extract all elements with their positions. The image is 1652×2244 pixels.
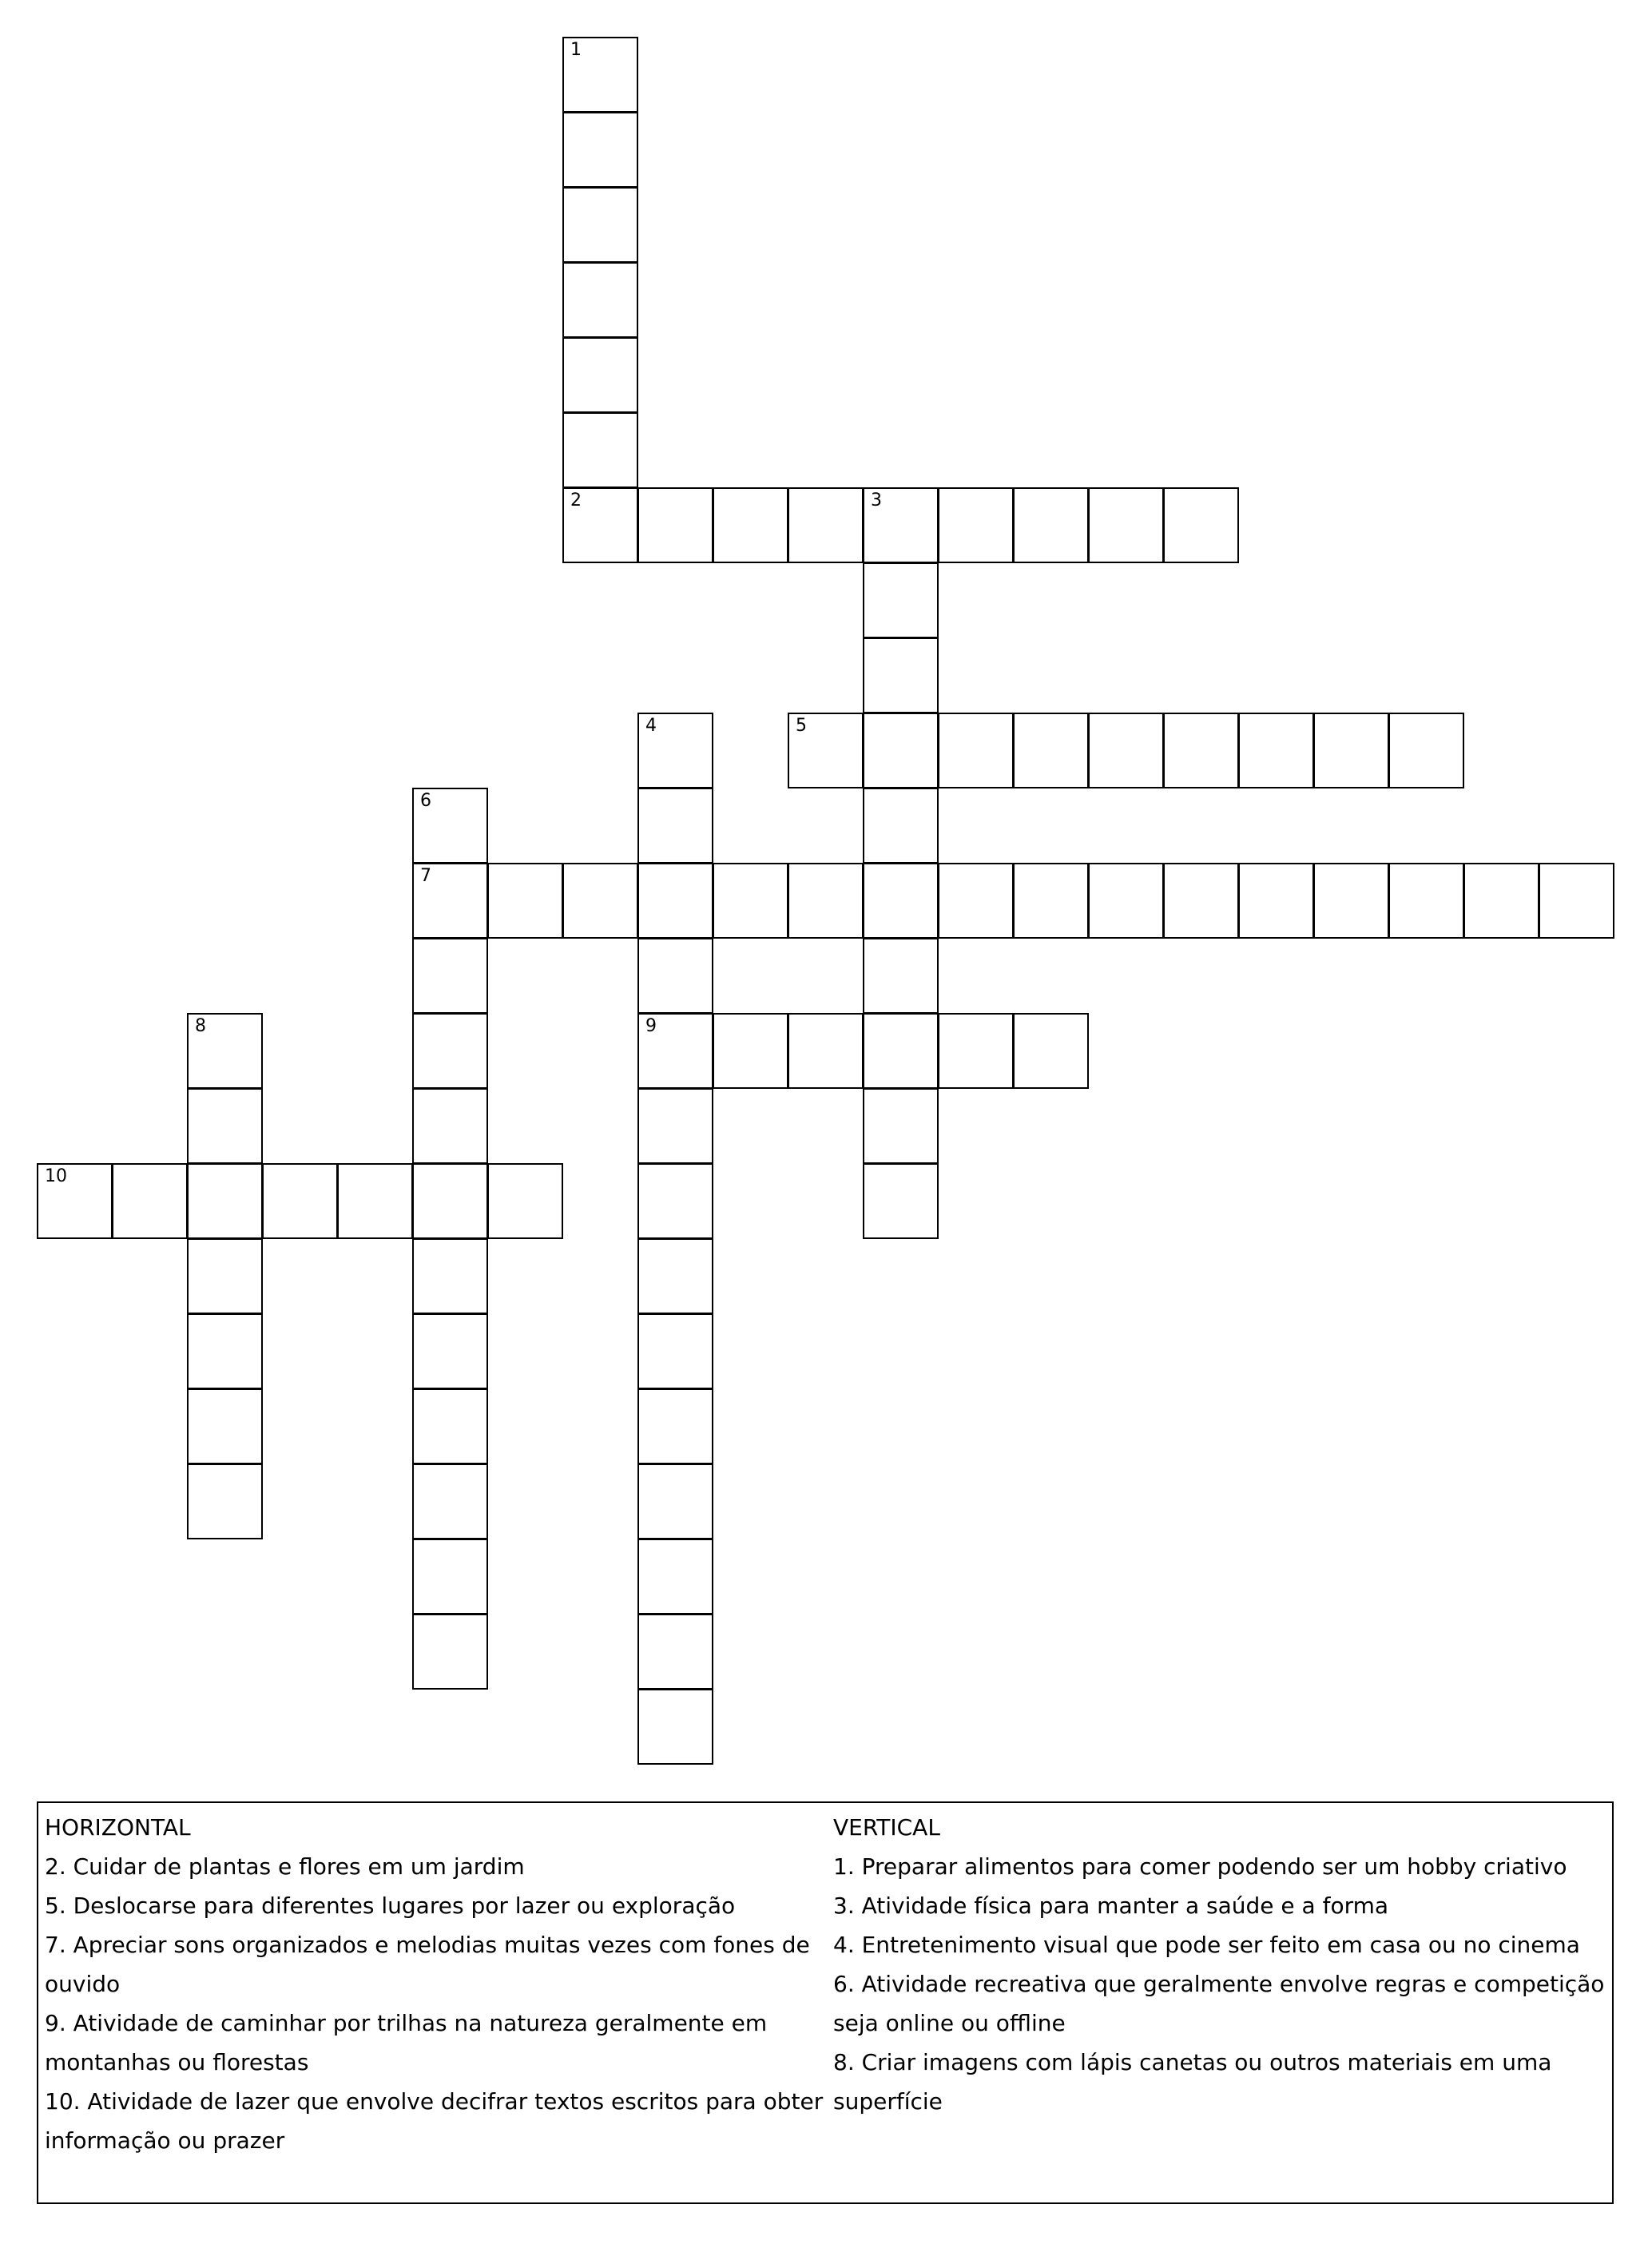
- grid-cell[interactable]: [1539, 863, 1614, 939]
- grid-cell[interactable]: [637, 938, 713, 1014]
- grid-cell[interactable]: [412, 1088, 488, 1164]
- grid-cell[interactable]: [412, 1388, 488, 1464]
- grid-cell[interactable]: [863, 713, 939, 788]
- grid-cell[interactable]: [863, 1163, 939, 1239]
- grid-cell[interactable]: [1238, 713, 1314, 788]
- grid-cell[interactable]: [187, 1013, 263, 1089]
- clue-number: 8: [195, 1016, 206, 1036]
- grid-cell[interactable]: [788, 713, 864, 788]
- grid-cell[interactable]: [112, 1163, 188, 1239]
- grid-cell[interactable]: [1463, 863, 1539, 939]
- grid-cell[interactable]: [637, 1689, 713, 1765]
- grid-cell[interactable]: [187, 1088, 263, 1164]
- grid-cell[interactable]: [412, 1464, 488, 1539]
- grid-cell[interactable]: [262, 1163, 338, 1239]
- grid-cell[interactable]: [1013, 863, 1089, 939]
- grid-cell[interactable]: [637, 1163, 713, 1239]
- clue-line: montanhas ou florestas: [45, 2049, 309, 2075]
- grid-cell[interactable]: [637, 1614, 713, 1690]
- grid-cell[interactable]: [637, 1238, 713, 1314]
- clue-line: 5. Deslocarse para diferentes lugares por lazer ou exploração: [45, 1893, 736, 1919]
- grid-cell[interactable]: [637, 1388, 713, 1464]
- grid-cell[interactable]: [1313, 863, 1389, 939]
- grid-cell[interactable]: [187, 1388, 263, 1464]
- clue-line: informação ou prazer: [45, 2127, 285, 2154]
- grid-cell[interactable]: [637, 863, 713, 939]
- grid-cell[interactable]: [713, 487, 788, 563]
- clue-number: 7: [420, 866, 431, 886]
- grid-cell[interactable]: [788, 1013, 864, 1089]
- vertical-heading: VERTICAL: [833, 1814, 940, 1841]
- grid-cell[interactable]: [412, 1013, 488, 1089]
- grid-cell[interactable]: [412, 1313, 488, 1389]
- clue-number: 1: [570, 40, 582, 60]
- grid-cell[interactable]: [863, 487, 939, 563]
- grid-cell[interactable]: [487, 863, 563, 939]
- grid-cell[interactable]: [863, 637, 939, 713]
- grid-cell[interactable]: [412, 938, 488, 1014]
- grid-cell[interactable]: [562, 337, 638, 413]
- grid-cell[interactable]: [863, 863, 939, 939]
- grid-cell[interactable]: [713, 1013, 788, 1089]
- clue-number: 5: [796, 716, 807, 736]
- grid-cell[interactable]: [562, 863, 638, 939]
- grid-cell[interactable]: [938, 1013, 1014, 1089]
- clue-line: 4. Entretenimento visual que pode ser feito em casa ou no cinema: [833, 1932, 1580, 1958]
- clue-number: 4: [645, 716, 657, 736]
- grid-cell[interactable]: [412, 863, 488, 939]
- grid-cell[interactable]: [863, 938, 939, 1014]
- grid-cell[interactable]: [938, 863, 1014, 939]
- clue-line: superfície: [833, 2088, 943, 2115]
- grid-cell[interactable]: [938, 713, 1014, 788]
- grid-cell[interactable]: [637, 788, 713, 864]
- grid-cell[interactable]: [562, 262, 638, 338]
- grid-cell[interactable]: [1163, 863, 1239, 939]
- clue-number: 10: [45, 1166, 67, 1186]
- grid-cell[interactable]: [187, 1313, 263, 1389]
- clue-line: 1. Preparar alimentos para comer podendo ser um hobby criativo: [833, 1853, 1567, 1880]
- grid-cell[interactable]: [412, 1238, 488, 1314]
- clue-line: seja online ou offline: [833, 2010, 1066, 2036]
- clue-line: 8. Criar imagens com lápis canetas ou outros materiais em uma: [833, 2049, 1552, 2075]
- clue-line: 6. Atividade recreativa que geralmente envolve regras e competição: [833, 1971, 1605, 1997]
- grid-cell[interactable]: [1388, 713, 1464, 788]
- grid-cell[interactable]: [187, 1163, 263, 1239]
- grid-cell[interactable]: [1238, 863, 1314, 939]
- grid-cell[interactable]: [1163, 713, 1239, 788]
- clue-line: 3. Atividade física para manter a saúde e a forma: [833, 1893, 1389, 1919]
- grid-cell[interactable]: [637, 1013, 713, 1089]
- grid-cell[interactable]: [1088, 487, 1164, 563]
- grid-cell[interactable]: [1088, 863, 1164, 939]
- clue-number: 3: [871, 491, 882, 510]
- grid-cell[interactable]: [637, 1464, 713, 1539]
- grid-cell[interactable]: [562, 37, 638, 113]
- grid-cell[interactable]: [938, 487, 1014, 563]
- grid-cell[interactable]: [412, 1163, 488, 1239]
- grid-cell[interactable]: [1313, 713, 1389, 788]
- clue-number: 6: [420, 791, 431, 811]
- clue-line: 9. Atividade de caminhar por trilhas na natureza geralmente em: [45, 2010, 768, 2036]
- grid-cell[interactable]: [412, 1539, 488, 1614]
- grid-cell[interactable]: [788, 487, 864, 563]
- grid-cell[interactable]: [562, 112, 638, 188]
- grid-cell[interactable]: [637, 1313, 713, 1389]
- grid-cell[interactable]: [1088, 713, 1164, 788]
- grid-cell[interactable]: [562, 187, 638, 263]
- grid-cell[interactable]: [637, 713, 713, 788]
- grid-cell[interactable]: [637, 1539, 713, 1614]
- grid-cell[interactable]: [713, 863, 788, 939]
- grid-cell[interactable]: [863, 1088, 939, 1164]
- clue-line: 10. Atividade de lazer que envolve decifrar textos escritos para obter: [45, 2088, 824, 2115]
- grid-cell[interactable]: [637, 1088, 713, 1164]
- grid-cell[interactable]: [37, 1163, 113, 1239]
- clues-box: [37, 1801, 1614, 2204]
- grid-cell[interactable]: [187, 1464, 263, 1539]
- grid-cell[interactable]: [562, 487, 638, 563]
- grid-cell[interactable]: [863, 1013, 939, 1089]
- clue-line: 2. Cuidar de plantas e flores em um jardim: [45, 1853, 525, 1880]
- clue-number: 2: [570, 491, 582, 510]
- grid-cell[interactable]: [788, 863, 864, 939]
- grid-cell[interactable]: [412, 1614, 488, 1690]
- grid-cell[interactable]: [412, 788, 488, 864]
- grid-cell[interactable]: [1013, 487, 1089, 563]
- horizontal-clues: [45, 1803, 824, 2160]
- grid-cell[interactable]: [863, 788, 939, 864]
- clue-number: 9: [645, 1016, 657, 1036]
- horizontal-heading: HORIZONTAL: [45, 1814, 191, 1841]
- clue-line: 7. Apreciar sons organizados e melodias muitas vezes com fones de: [45, 1932, 810, 1958]
- grid-cell[interactable]: [1388, 863, 1464, 939]
- vertical-clues: [833, 1803, 1608, 2121]
- grid-cell[interactable]: [637, 487, 713, 563]
- grid-cell[interactable]: [562, 412, 638, 488]
- grid-cell[interactable]: [1163, 487, 1239, 563]
- grid-cell[interactable]: [1013, 1013, 1089, 1089]
- grid-cell[interactable]: [487, 1163, 563, 1239]
- grid-cell[interactable]: [337, 1163, 413, 1239]
- clue-line: ouvido: [45, 1971, 121, 1997]
- grid-cell[interactable]: [1013, 713, 1089, 788]
- grid-cell[interactable]: [863, 562, 939, 638]
- grid-cell[interactable]: [187, 1238, 263, 1314]
